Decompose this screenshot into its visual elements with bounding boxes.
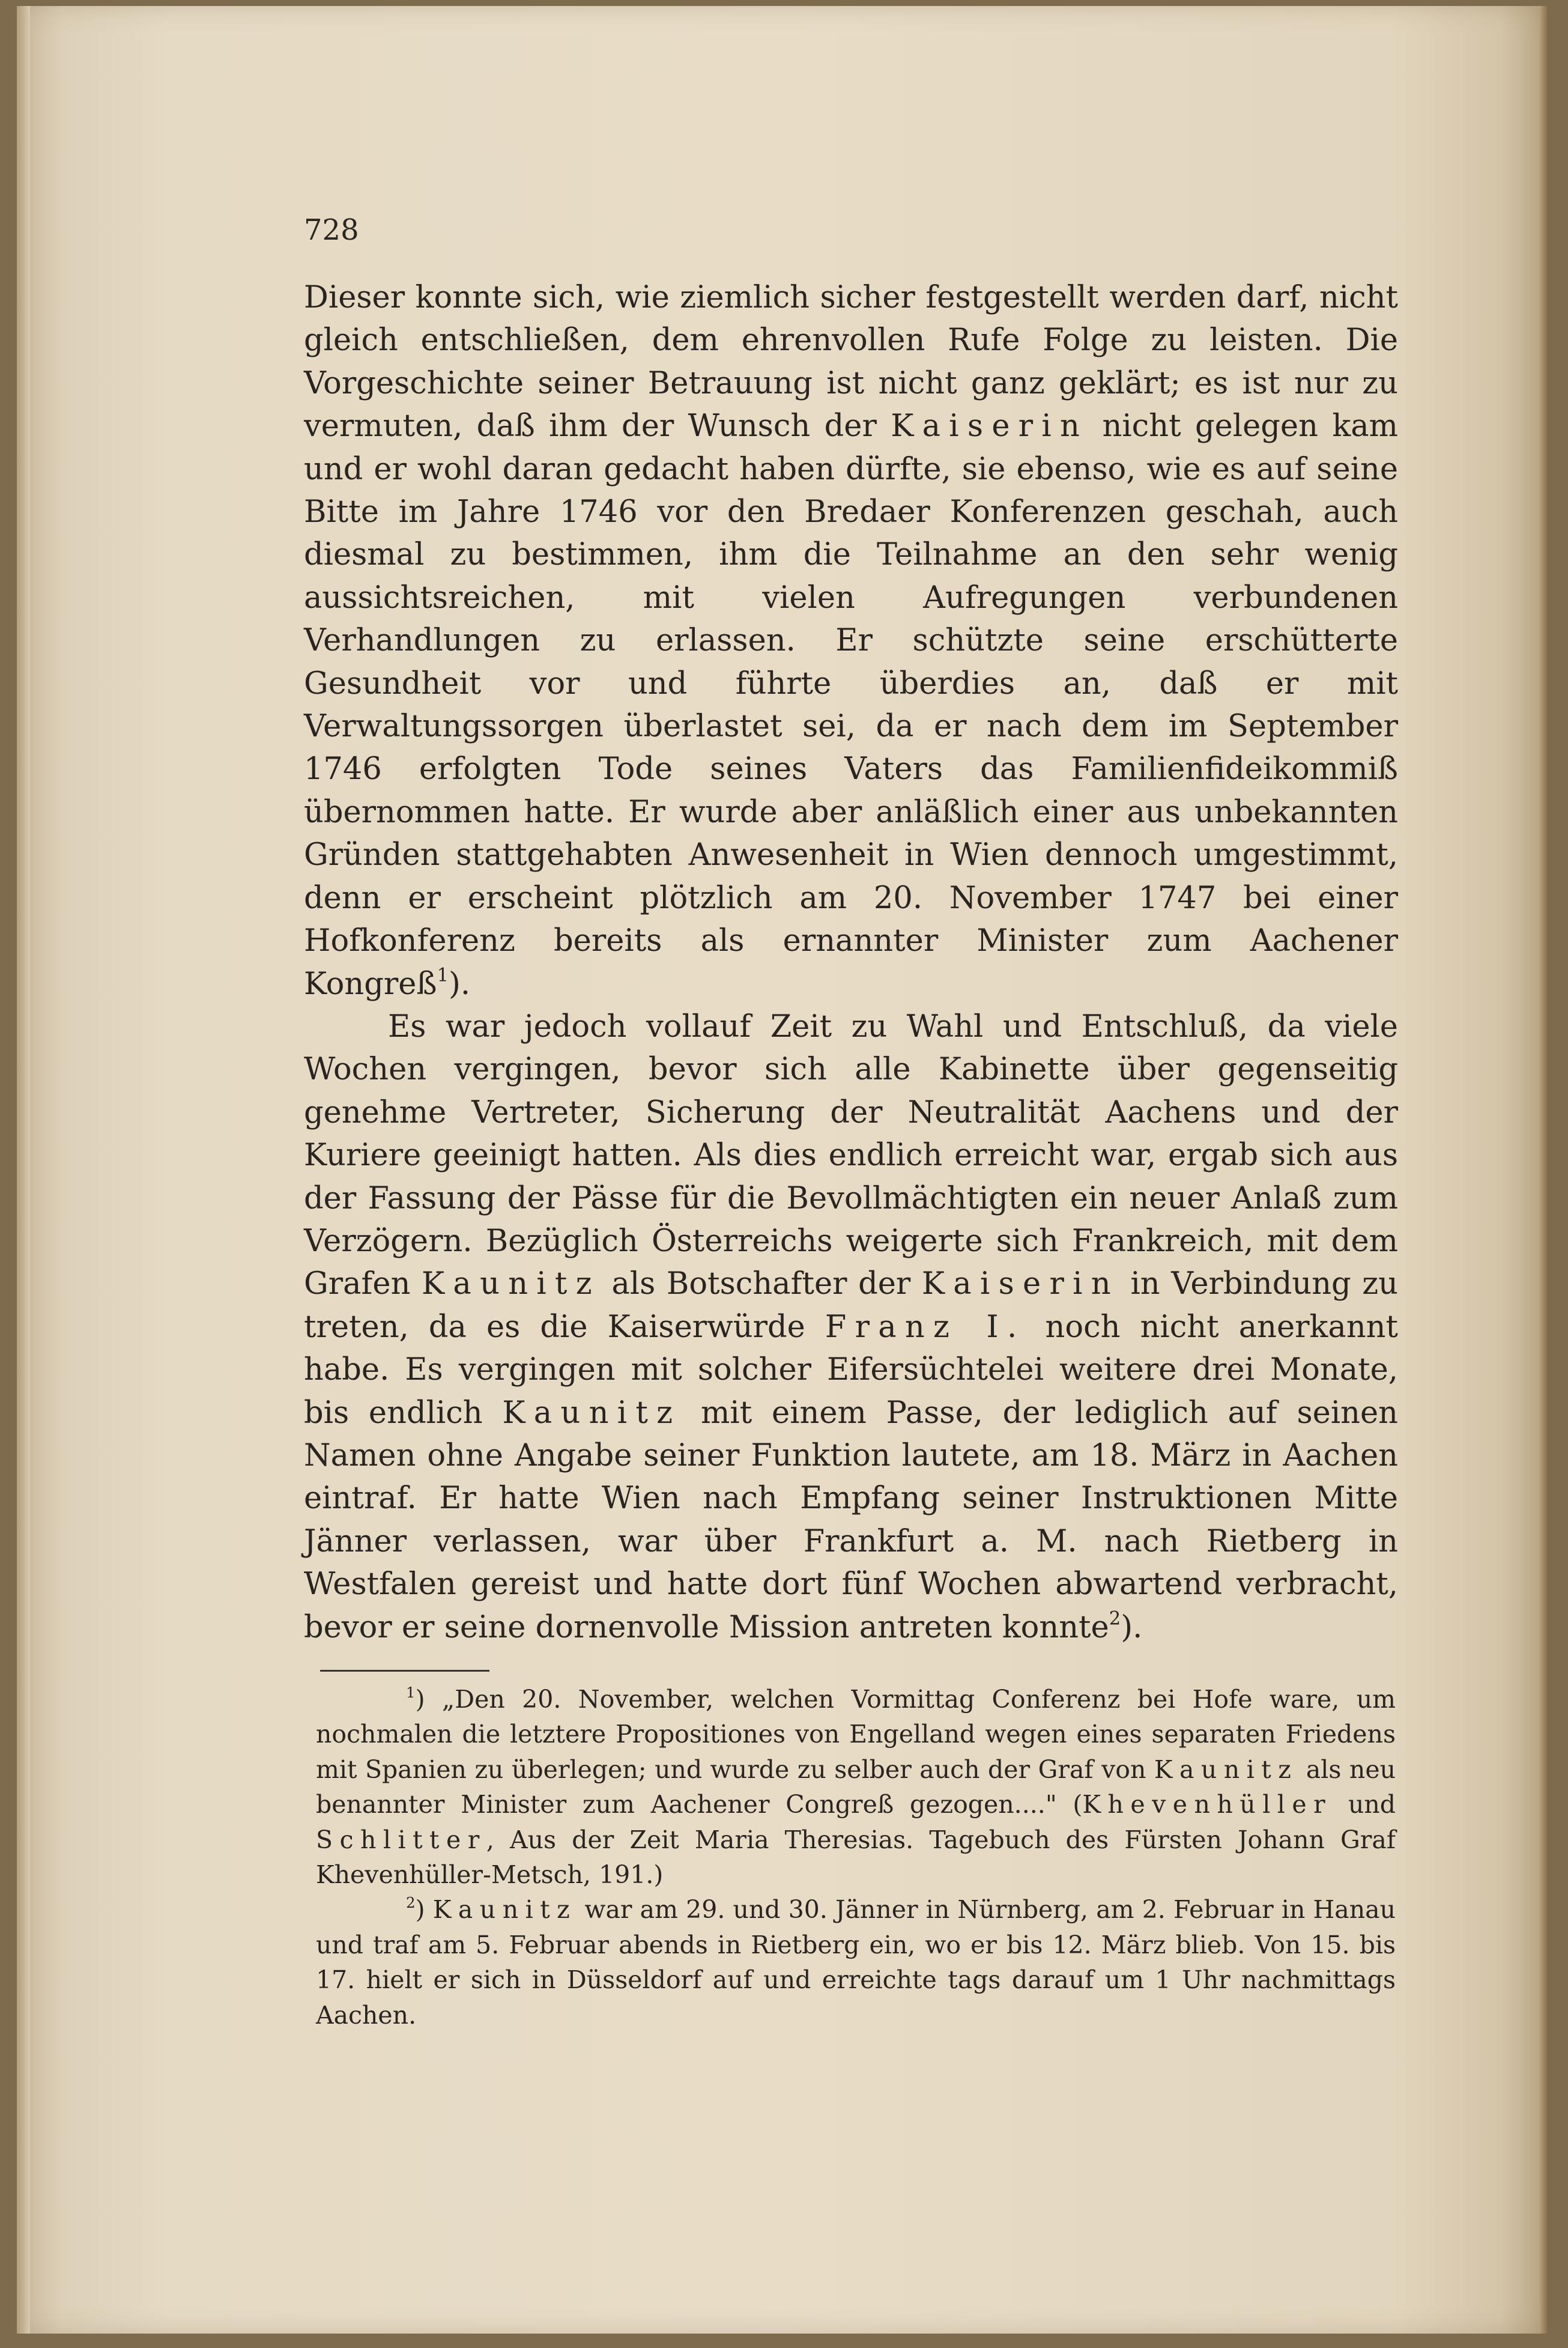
spaced-name: Franz I. [825, 1309, 1026, 1345]
spaced-name: Kaunitz [432, 1895, 577, 1925]
text-segment: , Aus der Zeit Maria Theresias. Tagebuch des Fürsten Johann Graf Khevenhüller-Metsch, 191.) [316, 1825, 1396, 1890]
footnote-marker: 1 [406, 1683, 416, 1701]
text-segment: Es war jedoch vollauf Zeit zu Wahl und Entschluß, da viele Wochen vergingen, bevor sich alle Kabinette über gegenseitig genehme Vertreter, Sicherung der Neutralität Aachens und der Kuriere geeinigt hatten. Als dies endlich erreicht war, ergab sich aus der Fassung der Pässe für die Bevollmächtigten ein neuer Anlaß zum Verzögern. Bezüglich Österreichs weigerte sich Frankreich, mit dem Grafen [304, 1009, 1398, 1302]
spaced-name: Kaiserin [921, 1266, 1119, 1302]
text-segment: und [1332, 1790, 1396, 1819]
spaced-name: Kaunitz [422, 1266, 601, 1302]
spaced-name: Kaunitz [1154, 1755, 1298, 1784]
footnote-2 [316, 1892, 1396, 2033]
text-segment: Dieser konnte sich, wie ziemlich sicher festgestellt werden darf, nicht gleich entschließen, dem ehrenvollen Rufe Folge zu leisten. Die Vorgeschichte seiner Betrauung ist nicht ganz geklärt; es ist nur zu vermuten, daß ihm der Wunsch der [304, 280, 1398, 444]
text-segment: nicht gelegen kam und er wohl daran gedacht haben dürfte, sie ebenso, wie es auf seine Bitte im Jahre 1746 vor den Bredaer Konferenzen geschah, auch diesmal zu bestimmen, ihm die Teilnahme an den sehr wenig aussichtsreichen, mit vielen Aufregungen verbundenen Verhandlungen zu erlassen. Er schützte seine erschütterte Gesundheit vor und führte überdies an, daß er mit Verwaltungssorgen überlastet sei, da er nach dem im September 1746 erfolgten Tode seines Vaters das Familienfideikommiß übernommen hatte. Er wurde aber anläßlich einer aus unbekannten Gründen stattgehabten Anwesenheit in Wien dennoch umgestimmt, denn er erscheint plötzlich am 20. November 1747 bei einer Hofkonferenz bereits als ernannter Minister zum Aachener Kongreß [304, 408, 1398, 1002]
text-segment: war am 29. und 30. Jänner in Nürnberg, am 2. Februar in Hanau und traf am 5. Februar abends in Rietberg ein, wo er bis 12. März blieb. Von 15. bis 17. hielt er sich in Düsseldorf auf und erreichte tags darauf um 1 Uhr nachmittags Aachen. [316, 1895, 1396, 2030]
text-segment: als neu benannter Minister zum Aachener Congreß gezogen...." ( [316, 1755, 1396, 1819]
footnote-marker: 2 [406, 1894, 416, 1912]
paragraph-1 [304, 276, 1398, 1006]
text-segment: ). [449, 966, 471, 1002]
text-segment: ). [1121, 1609, 1143, 1645]
page-edge [1540, 6, 1547, 2334]
footnote-reference: 1 [437, 965, 449, 986]
text-segment: als Botschafter der [600, 1266, 922, 1302]
footnote-reference: 2 [1109, 1608, 1121, 1630]
spaced-name: Kaiserin [891, 408, 1089, 444]
paragraph-2 [304, 1006, 1398, 1649]
text-segment: ) „Den 20. November, welchen Vormittag Conferenz bei Hofe ware, um nochmalen die letztere Propositiones von Engelland wegen eines separaten Friedens mit Spanien zu überlegen; und wurde zu selber auch der Graf von [316, 1685, 1396, 1784]
footnotes [316, 1682, 1396, 2033]
book-page [17, 6, 1547, 2334]
body-text [304, 276, 1398, 1649]
page-gutter-shadow [17, 6, 30, 2334]
footnote-divider [320, 1670, 489, 1672]
text-segment: ) [415, 1895, 433, 1925]
spaced-name: Schlitter [316, 1825, 486, 1854]
spaced-name: Kaunitz [502, 1395, 682, 1431]
text-segment: mit einem Passe, der lediglich auf seinen Namen ohne Angabe seiner Funktion lautete, am 18. März in Aachen eintraf. Er hatte Wien nach Empfang seiner Instruktionen Mitte Jänner verlassen, war über Frankfurt a. M. nach Rietberg in Westfalen gereist und hatte dort fünf Wochen abwartend verbracht, bevor er seine dornenvolle Mission antreten konnte [304, 1395, 1398, 1645]
footnote-1 [316, 1682, 1396, 1892]
text-segment: in Verbindung zu treten, da es die Kaiserwürde [304, 1266, 1398, 1345]
text-segment: noch nicht anerkannt habe. Es vergingen mit solcher Eifersüchtelei weitere drei Monate, bis endlich [304, 1309, 1399, 1431]
spaced-name: Khevenhüller [1082, 1790, 1333, 1819]
page-number: 728 [304, 213, 359, 247]
